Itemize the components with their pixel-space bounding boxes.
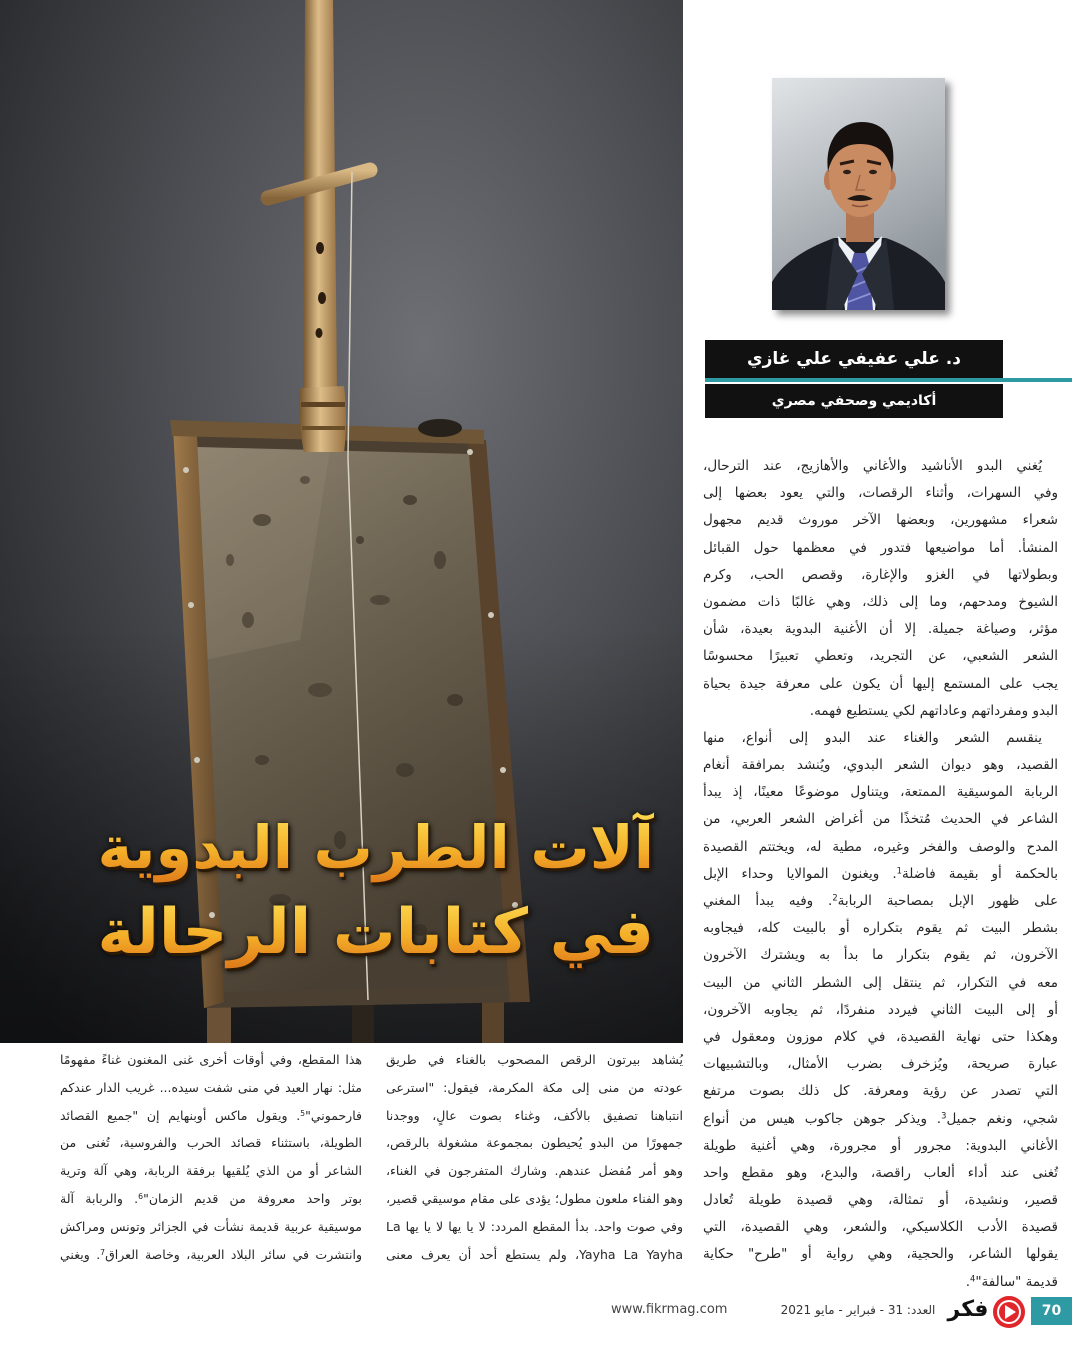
- rebab-photo: [0, 0, 683, 1043]
- article-line: المنشأ. أما مواضيعها فتدور في معظمها حول القبائل: [703, 539, 1058, 556]
- footnote-marker: 5: [300, 1108, 306, 1118]
- title-line-2: في كتابات الرحالة: [92, 890, 654, 974]
- article-line: [60, 1185, 362, 1213]
- article-line: [703, 1269, 1058, 1296]
- article-line: القصيد، وهو ديوان الشعر البدوي، ويُنشد بمرافقة أنغام: [703, 757, 1058, 774]
- article-column-left: [60, 1046, 362, 1268]
- article-line: وفي صوت واحد. بدأ المقطع المردد: لا يا يها لا يا يها La: [386, 1218, 683, 1234]
- article-line: قصير، ونشيدة، أو تمثالة، وهي قصيدة طويلة تُعادل: [703, 1192, 1058, 1209]
- article-line: البدو ومفرداتهم وعاداتهم لكي يستطيع فهمه.: [809, 702, 1058, 719]
- article-line: تُغنى عند أداء ألعاب راقصة، والبدع، وهو مقطع واحد: [703, 1164, 1058, 1181]
- article-line: عودته من منى إلى مكة المكرمة، فيقول: "استرعى: [386, 1079, 683, 1095]
- article-line: [703, 1106, 1058, 1133]
- article-line: وهكذا حتى نهاية القصيدة، في كلام موزون ومعقول في: [703, 1028, 1058, 1045]
- article-line: [60, 1241, 362, 1269]
- author-role: أكاديمي وصحفي مصري: [705, 384, 1003, 418]
- author-photo: [772, 78, 945, 310]
- magazine-logo-text: فكر: [947, 1297, 989, 1322]
- footnote-marker: 1: [896, 865, 902, 876]
- article-line: انتباهنا تصفيق بالأكف، وغناء بصوت عالٍ، ووجدنا: [386, 1107, 683, 1123]
- article-line: موسيقية عربية قديمة نشأت في الجزائر وتونس ومراكش: [60, 1218, 362, 1234]
- article-line: Yayha La Yayha، ولم يستطع أحد أن يعرف معنى: [386, 1246, 683, 1262]
- line-text: على ظهور الإبل بمصاحبة الربابة: [837, 893, 1058, 909]
- instrument-neck-joint: [299, 386, 346, 452]
- author-name: د. علي عفيفي علي غازي: [705, 340, 1003, 378]
- line-text: . وفيه يبدأ المغني: [703, 893, 833, 909]
- line-text: . ويقول ماكس أوبنهايم إن "جميع القصائد: [60, 1107, 301, 1123]
- article-line: يُغني البدو الأناشيد والأغاني والأهازيج، عند الترحال،: [703, 458, 1042, 474]
- article-line: مثل: نهار العيد في منى شفت سيده... غريب الدار عندكم: [60, 1079, 362, 1095]
- article-line: الشعر الشعبي، عن التجريد، وتعطي تعبيرًا محسوسًا: [703, 648, 1058, 665]
- article-line: معه في التكرار، ثم ينتقل إلى الشطر الثاني من البيت: [703, 974, 1058, 991]
- article-line: وفي السهرات، وأثناء الرقصات، والتي يعود بعضها إلى: [703, 485, 1058, 502]
- footnote-marker: 4: [970, 1273, 976, 1284]
- article-line: الشاعر في الحديث مُتخذًا من أغراض الشعر العربي، من: [703, 811, 1058, 828]
- footer-website: www.fikrmag.com: [611, 1302, 728, 1317]
- line-text: . ويذكر جوهن جاكوب هيس من أنواع: [703, 1110, 942, 1127]
- article-line: المدح والوصف والفخر وغيره، مطية له، ويختتم القصيدة: [703, 838, 1058, 855]
- title-line-1: آلات الطرب البدوية: [92, 806, 654, 890]
- instrument-hair-tuft: [418, 419, 462, 437]
- article-line: جمهورًا من البدو يُحيطون بمجموعة مشغولة بالرقص،: [386, 1135, 683, 1151]
- line-text: . ويغنون الموالايا وحداء الإبل: [703, 865, 897, 882]
- line-text: بالحكمة أو بقيمة فاضلة: [901, 865, 1059, 882]
- article-line: شعراء مشهورين، وبعضها الآخر موروث قديم مجهول: [703, 512, 1058, 529]
- line-text: قديمة "سالفة": [975, 1273, 1058, 1290]
- article-column-middle: [386, 1046, 683, 1268]
- author-accent-rule: [705, 378, 1072, 382]
- article-line: هذا المقطع، وفي أوقات أخرى غنى المغنون غناءً مفهومًا: [60, 1052, 362, 1067]
- footnote-marker: 6: [138, 1191, 144, 1201]
- line-text: بوتر واحد معروفة من قديم الزمان": [143, 1190, 362, 1206]
- article-line: يُشاهد بيرتون الرقص المصحوب بالغناء في طريق: [386, 1052, 683, 1067]
- article-line: ينقسم الشعر والغناء عند البدو إلى أنواع، منها: [703, 729, 1042, 746]
- article-line: أو إلى البيت الثاني فيردد منفردًا، ثم يجاوبه الآخرون،: [703, 1001, 1058, 1018]
- article-line: الربابة الموسيقية الممتعة، ويتناول موضوعًا معينًا، إذ يبدأ: [703, 784, 1058, 801]
- article-title: [92, 806, 654, 974]
- article-line: يجب على المستمع إليها أن يكون على معرفة جيدة بحياة: [703, 675, 1058, 692]
- article-line: وهو أمر مُفضل عندهم. وشارك المتفرجون في الغناء،: [386, 1163, 683, 1179]
- article-line: الطويلة، باستثناء قصائد الحرب والفروسية، تُغنى من: [60, 1135, 362, 1151]
- line-text: شجي، ونغم جميل: [946, 1110, 1058, 1127]
- article-line: الشاعر أو من الذي يُلقيها برفقة الربابة، وهي آلة وترية: [60, 1163, 362, 1179]
- line-text: وانتشرت في سائر البلاد العربية، وخاصة العراق: [105, 1246, 362, 1262]
- play-circle-icon: [993, 1296, 1025, 1328]
- article-line: التي تصدر عن رؤية ومعرفة. كل ذلك بصوت مرتفع: [703, 1083, 1058, 1100]
- article-line: [703, 861, 1058, 888]
- article-line: يقولها الشاعر، والحجية، وهي رواية أو "طرح" حكاية: [703, 1246, 1058, 1263]
- article-line: وهو الفناء ملعون مطول؛ يؤدى على مقام موسيقي قصير،: [386, 1190, 683, 1206]
- article-line: الآخرون، ثم يقوم بتكرار ما بدأ به ويشترك الآخرون: [703, 947, 1058, 964]
- article-line: عبارة صريحة، ويُزخرف بضرب الأمثال، وبالتشبيهات: [703, 1056, 1058, 1073]
- article-line: بشطر البيت ثم يقوم بتكراره أو بالبيت كله، فيجاوبه: [703, 920, 1058, 937]
- footnote-marker: 2: [832, 892, 838, 903]
- footnote-marker: 3: [941, 1109, 947, 1120]
- line-text: . ويغني: [60, 1246, 101, 1262]
- article-line: الشيوخ ومدحهم، وما إلى ذلك، وهي غالبًا ذات مضمون: [703, 593, 1058, 610]
- page-number: 70: [1031, 1297, 1072, 1325]
- article-column-right: [703, 453, 1058, 1296]
- article-line: [703, 888, 1058, 915]
- article-line: وبطولاتها في الغزو والإغارة، وقصص الحب، وكرم: [703, 566, 1058, 583]
- article-line: قصيدة الأدب الكلاسيكي، والشعر، وهي القصيدة، التي: [703, 1219, 1058, 1236]
- line-text: فارحموني": [305, 1107, 362, 1123]
- footnote-marker: 7: [100, 1247, 106, 1257]
- article-line: الأغاني البدوية: مجرور أو مجرورة، وهي أغنية طويلة: [703, 1137, 1058, 1154]
- line-text: . والربابة آلة: [60, 1190, 139, 1206]
- article-line: [60, 1102, 362, 1130]
- article-line: مؤثر، وصياغة جميلة. إلا أن الأغنية البدوية بعيدة، شأن: [703, 621, 1058, 638]
- line-text: .: [965, 1273, 971, 1290]
- footer-issue-info: العدد: 31 - فبراير - مايو 2021: [780, 1303, 936, 1317]
